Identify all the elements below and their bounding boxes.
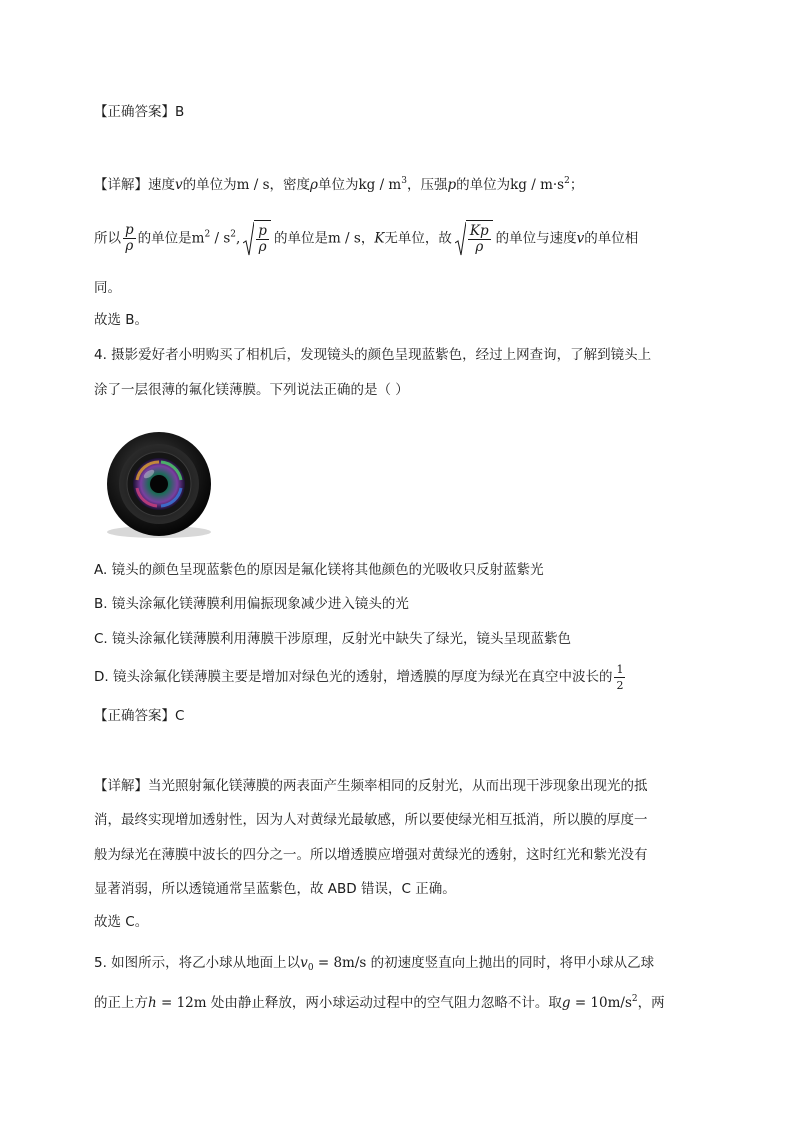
camera-lens-image [97, 430, 222, 540]
detail-line-3: 同。 [94, 280, 121, 296]
subscript: 0 [307, 963, 314, 973]
conclusion-q3: 故选 B。 [94, 312, 149, 328]
exponent: 2 [564, 176, 570, 186]
question5-line-1 [94, 953, 654, 973]
conclusion-q4: 故选 C。 [94, 914, 149, 930]
var-v: v [576, 230, 585, 247]
answer-label: 【正确答案】 [94, 708, 175, 724]
fraction-den: ρ [475, 238, 484, 255]
text: 的单位与速度 [495, 230, 577, 247]
text: 速度 [148, 177, 175, 193]
text: 的单位是 [273, 230, 328, 247]
text: 的初速度竖直向上抛出的同时，将甲小球从乙球 [366, 955, 655, 971]
question-stem-2: 涂了一层很薄的氟化镁薄膜。下列说法正确的是（ ） [94, 382, 409, 398]
var-rho: ρ [310, 177, 318, 193]
detail-q4-line-4: 显著消弱，所以透镜通常呈蓝紫色，故 ABD 错误，C 正确。 [94, 881, 456, 897]
text: 处由静止释放，两小球运动过程中的空气阻力忽略不计。取 [206, 995, 562, 1011]
text: 的单位为 [456, 177, 511, 193]
exponent: 2 [631, 994, 638, 1004]
unit: m / s [236, 177, 270, 193]
radical-sign-icon [243, 221, 254, 257]
detail-label: 【详解】 [94, 177, 148, 193]
var-p: p [447, 177, 457, 193]
fraction-num: 1 [616, 662, 624, 676]
unit: kg / m·s [510, 177, 565, 193]
exponent: 2 [204, 229, 211, 240]
answer-value: C [175, 708, 185, 724]
value: = 10m/s [570, 995, 632, 1011]
exponent: 2 [230, 229, 236, 240]
sqrt-p-rho [243, 220, 271, 257]
value: = 8m/s [313, 955, 367, 971]
detail-line-1 [94, 175, 583, 195]
text: 所以 [94, 230, 121, 247]
option-a: A. 镜头的颜色呈现蓝紫色的原因是氟化镁将其他颜色的光吸收只反射蓝紫光 [94, 562, 544, 578]
fraction-num: Kp [469, 222, 489, 239]
question5-line-2 [94, 993, 665, 1013]
text: 的单位是 [137, 230, 192, 247]
exponent: 3 [401, 176, 407, 186]
detail-q4-line-3: 般为绿光在薄膜中波长的四分之一。所以增透膜应增强对黄绿光的透射，这时红光和紫光没有 [94, 847, 648, 863]
text: ，压强 [406, 177, 448, 193]
radical-sign-icon [455, 221, 466, 257]
detail-q4-line-2: 消，最终实现增加透射性，因为人对黄绿光最敏感，所以要使绿光相互抵消，所以膜的厚度一 [94, 812, 648, 828]
option-c: C. 镜头涂氟化镁薄膜利用薄膜干涉原理，反射光中缺失了绿光，镜头呈现蓝紫色 [94, 631, 572, 647]
fraction-num: p [125, 222, 134, 238]
unit: kg / m [358, 177, 402, 193]
sqrt-kp-rho [455, 220, 493, 257]
detail-label: 【详解】 [94, 778, 148, 794]
option-b: B. 镜头涂氟化镁薄膜利用偏振现象减少进入镜头的光 [94, 596, 409, 612]
answer-label: 【正确答案】 [94, 104, 175, 120]
var-h: h [148, 995, 157, 1011]
fraction-one-half [614, 662, 625, 693]
answer-line-q3 [94, 102, 184, 122]
fraction-den: 2 [616, 678, 624, 692]
text: 的单位为 [182, 177, 237, 193]
text: ，两 [637, 995, 665, 1011]
text: ； [569, 177, 584, 193]
answer-line-q4 [94, 706, 184, 726]
unit: m / s [327, 230, 361, 247]
detail-line-2 [94, 220, 638, 257]
fraction-num: p [258, 222, 267, 239]
var-v: v [300, 955, 308, 971]
var-K: K [374, 230, 385, 247]
fraction-p-rho [123, 223, 136, 254]
text: ，密度 [269, 177, 311, 193]
text: 单位为 [317, 177, 359, 193]
text: 5. 如图所示，将乙小球从地面上以 [94, 955, 301, 971]
var-v: v [175, 177, 183, 193]
detail-text: 当光照射氟化镁薄膜的两表面产生频率相同的反射光，从而出现干涉现象出现光的抵 [148, 778, 648, 794]
option-d-text: D. 镜头涂氟化镁薄膜主要是增加对绿色光的透射，增透膜的厚度为绿光在真空中波长的 [94, 669, 613, 685]
unit: / s [210, 230, 231, 247]
fraction-den: ρ [258, 238, 267, 255]
detail-q4-line-1 [94, 776, 648, 796]
option-d [94, 660, 627, 694]
text: 的单位相 [584, 230, 639, 247]
value: = 12m [156, 995, 207, 1011]
text: ， [360, 230, 375, 247]
unit: m [191, 230, 205, 247]
text: 无单位，故 [384, 230, 452, 247]
text: 的正上方 [94, 995, 148, 1011]
question-stem-1: 4. 摄影爱好者小明购买了相机后，发现镜头的颜色呈现蓝紫色，经过上网查询，了解到镜头上 [94, 347, 652, 363]
separator: , [236, 230, 241, 247]
answer-value: B [175, 104, 185, 120]
fraction-den: ρ [125, 238, 134, 254]
var-g: g [561, 995, 571, 1011]
